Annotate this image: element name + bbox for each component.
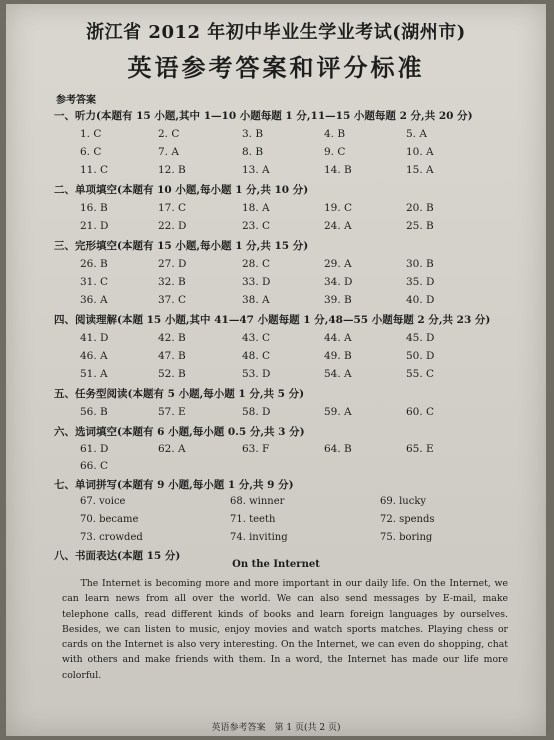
answer-item: 39. B — [324, 294, 352, 306]
answer-item: 18. A — [242, 202, 270, 214]
answer-item: 50. D — [406, 350, 435, 362]
answer-item: 6. C — [80, 146, 102, 158]
answer-item: 62. A — [158, 443, 186, 455]
section-heading-listening: 一、听力(本题有 15 小题,其中 1—10 小题每题 1 分,11—15 小题每题 2 分,共 20 分) — [54, 110, 473, 122]
answer-item: 14. B — [324, 164, 352, 176]
answer-item: 38. A — [242, 294, 270, 306]
answer-row — [80, 164, 500, 178]
answer-item: 11. C — [80, 164, 109, 176]
answer-item: 31. C — [80, 276, 109, 288]
answer-row — [80, 406, 500, 420]
answer-row — [80, 220, 500, 234]
answer-item: 59. A — [324, 406, 352, 418]
answer-item: 12. B — [158, 164, 186, 176]
answer-item: 57. E — [158, 406, 186, 418]
answer-item: 30. B — [406, 258, 434, 270]
answer-item: 66. C — [80, 460, 109, 472]
answer-item: 54. A — [324, 368, 352, 380]
spelling-item: 67. voice — [80, 496, 126, 507]
spelling-item: 71. teeth — [230, 514, 276, 525]
answer-item: 53. D — [242, 368, 271, 380]
answer-item: 48. C — [242, 350, 271, 362]
answer-sheet-page — [6, 4, 546, 736]
answer-row — [80, 294, 500, 308]
answer-item: 40. D — [406, 294, 435, 306]
answer-item: 65. E — [406, 443, 434, 455]
answer-item: 19. C — [324, 202, 353, 214]
answer-item: 7. A — [158, 146, 179, 158]
answer-item: 5. A — [406, 128, 427, 140]
answer-item: 23. C — [242, 220, 271, 232]
spelling-item: 68. winner — [230, 496, 285, 507]
spelling-item: 73. crowded — [80, 532, 143, 543]
answer-item: 60. C — [406, 406, 435, 418]
answer-item: 15. A — [406, 164, 434, 176]
answer-item: 64. B — [324, 443, 352, 455]
answer-item: 8. B — [242, 146, 264, 158]
answer-row — [80, 368, 500, 382]
answer-row — [80, 276, 500, 290]
spelling-item: 69. lucky — [380, 496, 427, 507]
answer-item: 56. B — [80, 406, 108, 418]
page-footer: 英语参考答案 第 1 页(共 2 页) — [211, 723, 341, 733]
answer-item: 63. F — [242, 443, 270, 455]
essay-title: On the Internet — [232, 559, 320, 570]
spelling-row — [80, 514, 500, 528]
section-heading-task-reading: 五、任务型阅读(本题有 5 小题,每小题 1 分,共 5 分) — [54, 388, 305, 400]
answer-item: 58. D — [242, 406, 271, 418]
spelling-item: 70. became — [80, 514, 139, 525]
answer-item: 25. B — [406, 220, 434, 232]
answer-item: 33. D — [242, 276, 271, 288]
answer-item: 28. C — [242, 258, 271, 270]
spelling-item: 74. inviting — [230, 532, 288, 543]
section-heading-writing: 八、书面表达(本题 15 分) — [54, 550, 181, 562]
answer-item: 13. A — [242, 164, 270, 176]
answer-row — [80, 350, 500, 364]
answer-row — [80, 460, 500, 474]
answer-item: 3. B — [242, 128, 264, 140]
section-heading-single-choice: 二、单项填空(本题有 10 小题,每小题 1 分,共 10 分) — [54, 184, 309, 196]
answer-item: 16. B — [80, 202, 108, 214]
section-heading-reading: 四、阅读理解(本题 15 小题,其中 41—47 小题每题 1 分,48—55 小题每题 2 分,共 23 分) — [54, 314, 491, 326]
answer-item: 29. A — [324, 258, 352, 270]
answer-item: 22. D — [158, 220, 187, 232]
answer-item: 1. C — [80, 128, 102, 140]
answer-item: 20. B — [406, 202, 434, 214]
answer-item: 32. B — [158, 276, 186, 288]
spelling-item: 72. spends — [380, 514, 435, 525]
answer-item: 34. D — [324, 276, 353, 288]
answer-item: 42. B — [158, 332, 186, 344]
answer-item: 24. A — [324, 220, 352, 232]
answer-item: 9. C — [324, 146, 346, 158]
answer-item: 4. B — [324, 128, 346, 140]
answer-item: 41. D — [80, 332, 109, 344]
answer-row — [80, 258, 500, 272]
answer-item: 27. D — [158, 258, 187, 270]
answer-item: 45. D — [406, 332, 435, 344]
answer-item: 49. B — [324, 350, 352, 362]
answer-item: 44. A — [324, 332, 352, 344]
reference-answers-label: 参考答案 — [56, 95, 96, 106]
section-heading-spelling: 七、单词拼写(本题有 9 小题,每小题 1 分,共 9 分) — [54, 479, 294, 491]
answer-row — [80, 332, 500, 346]
answer-item: 46. A — [80, 350, 108, 362]
section-heading-cloze: 三、完形填空(本题有 15 小题,每小题 1 分,共 15 分) — [54, 240, 309, 252]
essay-body: The Internet is becoming more and more important in our daily life. On the Internet, we can learn news from all over the world. We can also send messages by E-mail, make telephone calls, read different kinds of books and learn foreign languages by ourselves. Besides, we can listen to music, enjoy movies and watch sports matches. Playing chess or cards on the Internet is also very interesting. On the Internet, we can even do shopping, chat with others and make friends with them. In a word, the Internet has made our life more colorful. — [62, 578, 508, 681]
answer-item: 61. D — [80, 443, 109, 455]
answer-key-title: 英语参考答案和评分标准 — [127, 53, 425, 82]
spelling-row — [80, 496, 500, 510]
answer-row — [80, 202, 500, 216]
answer-item: 2. C — [158, 128, 180, 140]
section-heading-word-choice: 六、选词填空(本题有 6 小题,每小题 0.5 分,共 3 分) — [54, 426, 305, 438]
answer-item: 21. D — [80, 220, 109, 232]
answer-item: 37. C — [158, 294, 187, 306]
answer-item: 47. B — [158, 350, 186, 362]
exam-title: 浙江省 2012 年初中毕业生学业考试(湖州市) — [86, 22, 466, 43]
answer-item: 17. C — [158, 202, 187, 214]
spelling-row — [80, 532, 500, 546]
answer-item: 43. C — [242, 332, 271, 344]
answer-item: 35. D — [406, 276, 435, 288]
answer-item: 10. A — [406, 146, 434, 158]
spelling-item: 75. boring — [380, 532, 433, 543]
answer-row — [80, 128, 500, 142]
answer-item: 51. A — [80, 368, 108, 380]
answer-row — [80, 146, 500, 160]
answer-row — [80, 443, 500, 457]
answer-item: 55. C — [406, 368, 435, 380]
answer-item: 26. B — [80, 258, 108, 270]
answer-item: 52. B — [158, 368, 186, 380]
answer-item: 36. A — [80, 294, 108, 306]
